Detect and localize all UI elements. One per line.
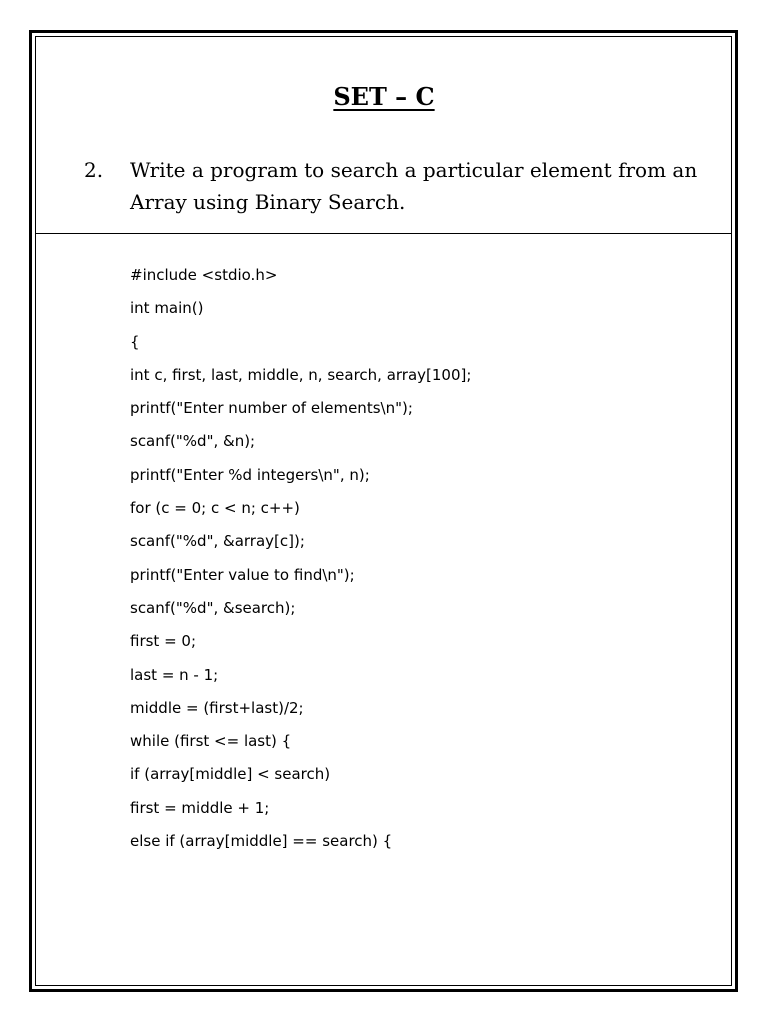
code-line: for (c = 0; c < n; c++) [130, 499, 300, 518]
code-line: #include <stdio.h> [130, 266, 278, 284]
code-line: first = middle + 1; [130, 798, 270, 817]
code-line: first = 0; [130, 632, 197, 651]
set-title [0, 82, 768, 112]
section-divider [35, 233, 732, 234]
code-line: scanf("%d", &array[c]); [130, 532, 305, 551]
code-line: scanf("%d", &n); [130, 432, 256, 451]
question-number: 2. [84, 158, 104, 182]
code-line: else if (array[middle] == search) { [130, 832, 393, 851]
code-line: scanf("%d", &search); [130, 598, 296, 617]
code-line: if (array[middle] < search) [130, 765, 331, 784]
code-line: while (first <= last) { [130, 732, 292, 751]
code-line: int c, first, last, middle, n, search, array[100]; [130, 365, 472, 384]
code-line: middle = (first+last)/2; [130, 698, 304, 717]
question-text: Write a program to search a particular element from an Array using Binary Search. [130, 158, 698, 214]
code-line: int main() [130, 299, 204, 318]
code-line: printf("Enter number of elements\n"); [130, 399, 413, 418]
code-listing [130, 259, 710, 858]
set-title-text: SET – C [333, 82, 435, 111]
code-line: last = n - 1; [130, 665, 219, 684]
code-line: printf("Enter %d integers\n", n); [130, 465, 370, 484]
code-line: printf("Enter value to find\n"); [130, 565, 355, 584]
code-line: { [130, 332, 140, 351]
